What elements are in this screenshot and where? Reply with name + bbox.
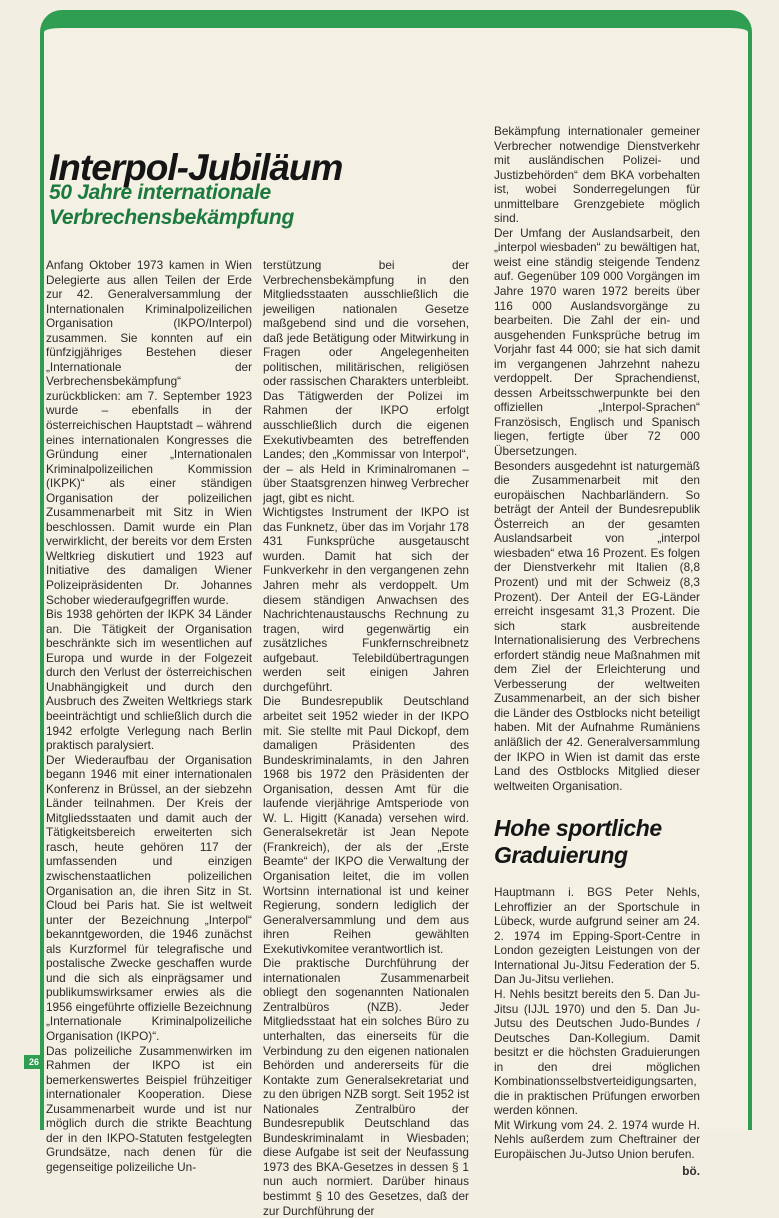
column-3-top-text <box>494 124 700 793</box>
text-column-2 <box>263 258 469 1218</box>
paragraph: H. Nehls besitzt bereits den 5. Dan Ju-Jitsu (IJJL 1970) und den 5. Dan Ju-Jutsu des Deutschen Judo-Bundes / Deutsches Dan-Kollegium. Damit besitzt er die höchsten Graduierungen in den drei möglichen Kombinationsselbstverteidigungsarten, die in praktischen Prüfungen erworben werden können. <box>494 986 700 1118</box>
paragraph: Mit Wirkung vom 24. 2. 1974 wurde H. Nehls außerdem zum Cheftrainer der Europäischen Ju-Jutso Union berufen. <box>494 1117 700 1161</box>
paragraph: Bekämpfung internationaler gemeiner Verbrecher notwendige Dienstverkehr mit ausländischen Polizei- und Justizbehörden“ dem BKA vorbehalten ist, wobei Sonderregelungen für unmittelbare Grenzgebiete möglich sind. <box>494 124 700 226</box>
paragraph: Bis 1938 gehörten der IKPK 34 Länder an. Die Tätigkeit der Organisation beschränkte sich im wesentlichen auf Europa und wurde in der Folgezeit durch den Verlust der österreichischen Unabhängigkeit und durch den Ausbruch des Zweiten Weltkriegs stark beeinträchtigt und schließlich durch die 1942 erfolgte Verlegung nach Berlin praktisch paralysiert. <box>46 607 252 753</box>
paragraph: Das polizeiliche Zusammenwirken im Rahmen der IKPO ist ein bemerkenswertes Beispiel frühzeitiger internationaler Kooperation. Diese Zusammenarbeit wurde und ist nur möglich durch die strikte Beachtung der in den IKPO-Statuten festgelegten Grundsätze, nach denen für die gegenseitige polizeiliche Un- <box>46 1043 252 1174</box>
section-heading <box>494 815 700 869</box>
paragraph: Wichtigstes Instrument der IKPO ist das Funknetz, über das im Vorjahr 178 431 Funksprüche ausgetauscht wurden. Damit hat sich der Funkverkehr in den vergangenen zehn Jahren mehr als verdoppelt. Um diesem ständigen Anwachsen des Nachrichtenaustauschs Rechnung zu tragen, wird gegenwärtig ein zusätzliches Funkfernschreibnetz aufgebaut. Telebildübertragungen werden seit einigen Jahren durchgeführt. <box>263 505 469 694</box>
page-number-badge: 26 <box>24 1055 44 1069</box>
paragraph: Hauptmann i. BGS Peter Nehls, Lehroffizier an der Sportschule in Lübeck, wurde aufgrund seiner am 24. 2. 1974 im Epping-Sport-Centre in London gezeigten Leistungen von der International Ju-Jitsu Federation der 5. Dan Ju-Jitsu verliehen. <box>494 885 700 987</box>
article-subtitle-line-2: Verbrechensbekämpfung <box>49 206 294 229</box>
article-subtitle <box>49 180 409 230</box>
article-subtitle-line-1: 50 Jahre internationale <box>49 181 271 204</box>
paragraph: Der Wiederaufbau der Organisation begann 1946 mit einer internationalen Konferenz in Brüssel, an der siebzehn Länder teilnahmen. Der Kreis der Mitgliedsstaaten und damit auch der Tätigkeitsbereich erweiterten sich rasch, heute gehören 117 der umfassenden und einzigen zwischenstaatlichen polizeilichen Organisation an, die ihren Sitz in St. Cloud bei Paris hat. Sie ist weltweit unter der Bezeichnung „Interpol“ bekanntgeworden, die 1946 zunächst als Kurzformel für telegrafische und postalische Zwecke geschaffen wurde und die sich als einprägsamer und publikumswirksamer erwies als die 1956 eingeführte offizielle Bezeichnung „Internationale Kriminalpolizeiliche Organisation (IKPO)“. <box>46 752 252 1043</box>
text-column-1 <box>46 258 252 1174</box>
article-title: Interpol-Jubiläum <box>49 146 343 188</box>
text-column-3 <box>494 124 700 1178</box>
section-heading-line-1: Hohe sportliche <box>494 815 662 842</box>
paragraph: Die Bundesrepublik Deutschland arbeitet seit 1952 wieder in der IKPO mit. Sie stellte mit Paul Dickopf, dem damaligen Präsidenten des Bundeskriminalamts, in den Jahren 1968 bis 1972 den Präsidenten der Organisation, dessen Amt für die laufende vierjährige Amtsperiode von W. L. Higitt (Kanada) versehen wird. Generalsekretär ist Jean Nepote (Frankreich), der als der „Erste Beamte“ der IKPO die Verwaltung der Organisation leitet, die im vollen Wortsinn international ist und keiner Regierung, sondern lediglich der Generalversammlung und dem aus ihren Reihen gewählten Exekutivkomitee verantwortlich ist. <box>263 694 469 956</box>
paragraph: Besonders ausgedehnt ist naturgemäß die Zusammenarbeit mit den europäischen Nachbarländern. So beträgt der Anteil der Bundesrepublik Österreich an der gesamten Auslandsarbeit von „interpol wiesbaden“ etwa 16 Prozent. Es folgen der Dienstverkehr mit Italien (8,8 Prozent) und mit der Schweiz (8,3 Prozent). Der Anteil der EG-Länder erreicht insgesamt 31,3 Prozent. Die sich stark ausbreitende Internationalisierung des Verbrechens erfordert ständig neue Maßnahmen mit dem Ziel der Erleichterung und Verbesserung der weltweiten Zusammenarbeit, an der sich bisher die Länder des Ostblocks nicht beteiligt haben. Mit der Aufnahme Rumäniens anläßlich der 42. Generalversammlung der IKPO in Wien ist damit das erste Land des Ostblocks Mitglied dieser weltweiten Organisation. <box>494 458 700 793</box>
author-signature: bö. <box>682 1163 700 1178</box>
paragraph: Anfang Oktober 1973 kamen in Wien Delegierte aus allen Teilen der Erde zur 42. Generalversammlung der Internationalen Kriminalpolizeilichen Organisation (IKPO/Interpol) zusammen. Sie konnten auf ein fünfzigjähriges Bestehen dieser „Internationale der Verbrechensbekämpfung“ zurückblicken: am 7. September 1923 wurde – ebenfalls in der österreichischen Hauptstadt – während eines internationalen Kongresses die Gründung einer „Internationalen Kriminalpolizeilichen Kommission (IKPK)“ als einer ständigen Organisation der polizeilichen Zusammenarbeit mit Sitz in Wien beschlossen. Damit wurde ein Plan verwirklicht, der bereits vor dem Ersten Weltkrieg diskutiert und 1923 auf Initiative des damaligen Wiener Polizeipräsidenten Dr. Johannes Schober wiederaufgegriffen wurde. <box>46 258 252 607</box>
paragraph: Der Umfang der Auslandsarbeit, den „interpol wiesbaden“ zu bewältigen hat, weist eine ständig steigende Tendenz auf. Gegenüber 109 000 Vorgängen im Jahre 1970 waren 1972 bereits über 116 000 Auslandsvorgänge zu bearbeiten. Die Zahl der ein- und ausgehenden Funksprüche betrug im Vorjahr fast 44 000; sie hat sich damit im vergangenen Jahrzehnt nahezu verdoppelt. Der Sprachendienst, dessen Arbeitsschwerpunkte bei den offiziellen „Interpol-Sprachen“ Französisch, Englisch und Spanisch liegen, fertigte über 72 000 Übersetzungen. <box>494 225 700 459</box>
section-heading-line-2: Graduierung <box>494 842 628 869</box>
section-body-text <box>494 885 700 1161</box>
paragraph: Die praktische Durchführung der internationalen Zusammenarbeit obliegt den sogenannten Nationalen Zentralbüros (NZB). Jeder Mitgliedsstaat hat ein solches Büro zu unterhalten, das einerseits für die Verbindung zu den eigenen nationalen Behörden und andererseits für die Kontakte zum Generalsekretariat und zu den übrigen NZB sorgt. Seit 1952 ist Nationales Zentralbüro der Bundesrepublik Deutschland das Bundeskriminalamt in Wiesbaden; diese Aufgabe ist seit der Neufassung 1973 des BKA-Gesetzes in dessen § 1 nun auch normiert. Darüber hinaus bestimmt § 10 des Gesetzes, daß der zur Durchführung der <box>263 956 469 1218</box>
paragraph: terstützung bei der Verbrechensbekämpfung in den Mitgliedsstaaten ausschließlich die jeweiligen nationalen Gesetze maßgebend sind und die vorsehen, daß jede Betätigung oder Mitwirkung in Fragen oder Angelegenheiten politischen, militärischen, religiösen oder rassischen Charakters unterbleibt. Das Tätigwerden der Polizei im Rahmen der IKPO erfolgt ausschließlich durch die eigenen Exekutivbeamten des betreffenden Landes; den „Kommissar von Interpol“, der – als Held in Kriminalromanen – über Staatsgrenzen hinweg Verbrecher jagt, gibt es nicht. <box>263 258 469 505</box>
